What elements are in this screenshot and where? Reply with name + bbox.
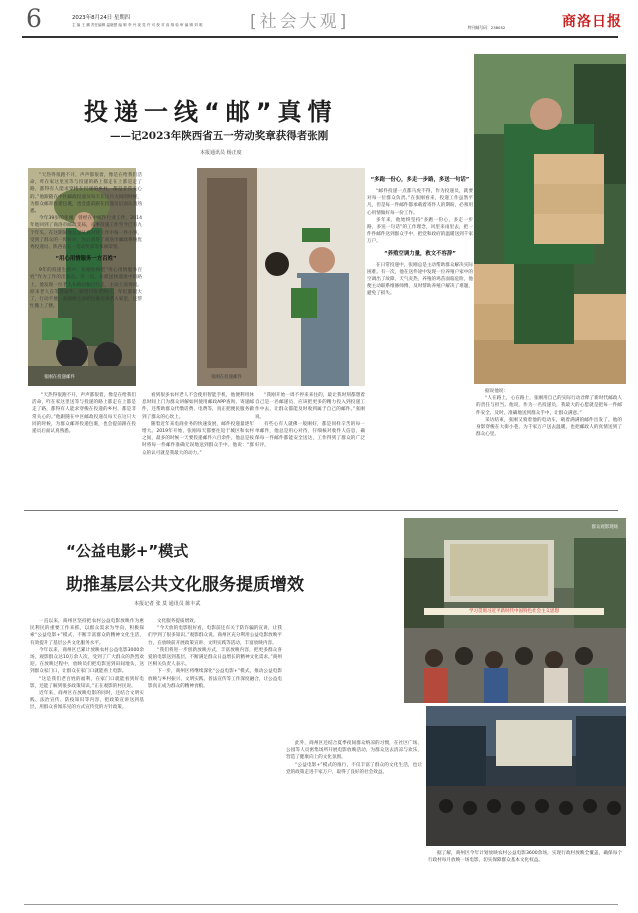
article2-text-block-2 <box>148 618 282 900</box>
article1-col2-text-1: 看到很多农村老人不会使用智能手机，他便利用休息时间上门为群众讲解如何使用邮政APP查询、寄递邮件，还帮助群众代缴话费、电费等，真正把便民服务做到了群众的心坎上。 <box>142 393 254 420</box>
article2-col2-text-2: “今天放的电影很好看，电影前还有关于防诈骗的宣讲，让我们学到了很多知识。”观影群众说。商州区充分利用公益电影放映平台，在放映前开展政策宣讲、文明实践等活动，丰富放映内容。 <box>148 626 282 646</box>
article1-subhead-3: “养殖空调力量，救文不容辞” <box>384 250 456 257</box>
article1-byline: 本报通讯员 杨正度 <box>200 150 242 156</box>
article2-text-block-4 <box>428 850 622 900</box>
article2-title-line1: “公益电影+”模式 <box>66 542 189 560</box>
masthead-divider <box>22 36 618 38</box>
article1-photo-doorway <box>197 168 365 386</box>
article1-col4-text-2: “人在路上，心在路上，张刚用自己的实际行动诠释了新时代邮政人的责任与担当。他说，作为一名投递员，我最大的心愿就是把每一件邮件安全、及时、准确地送到群众手中，让群众满意。” <box>476 396 622 416</box>
article2-title-line2: 助推基层公共文化服务提质增效 <box>66 575 304 595</box>
issue-label: 特刊邮号码：238052 <box>468 25 506 30</box>
article1-text-block-4 <box>367 172 473 502</box>
article1-col3-text-4: 多年来，他始终坚持“多跑一份心，多走一步路，多送一句话”的工作理念，风里来雨里去，把一件件邮件送到群众手中，把党和政府的温暖送到千家万户。 <box>367 217 473 245</box>
article1-photo1-caption: 张刚在投递邮件 <box>44 375 75 380</box>
section-name: [社会大观] <box>250 12 350 32</box>
article1-text-block-2 <box>142 392 254 502</box>
article1-title: 投递一线“邮”真情 <box>84 98 338 126</box>
article1-text-block-1 <box>30 172 142 502</box>
article1-col3-text-1: “我刚开始一周不停来来往的，最让我时刻都想着自己是一名邮递员，应该把更多的精力投入到投递工作中去，让群众都能及时收到属于自己的邮件。”张刚说。 <box>255 393 365 420</box>
article2-byline: 本报记者 张 莫 通讯员 陈丰武 <box>134 601 201 607</box>
article2-col1-text-2: 今年以来，商州区已累计放映农村公益电影3000余场，观影群众达10万余人次，受到了广大群众的热烈欢迎。在放映过程中，放映员们把电影送到田间地头，送到群众家门口，让群众在家门口就能看上电影。 <box>30 647 144 675</box>
article1-text-block-3 <box>255 392 365 502</box>
article2-col1-text-3: “这是我们老百姓的福利，在家门口就能看到好电影，还能了解到很多政策知识。”正在观影的村民说。 <box>30 676 144 689</box>
article1-col4-text-1: 据说他说： <box>485 389 508 394</box>
doorway-photo-illustration <box>197 168 365 386</box>
article2-col3-text-2: “公益电影+”模式的推行，不仅丰富了群众的文化生活，也让党的政策走进千家万户，取得了良好的社会效益。 <box>286 762 422 775</box>
article2-photo-screening <box>404 518 626 703</box>
article1-col1-text-3: 9年的投递生涯中，张刚始终把“用心用情服务百姓”作为工作的出发点。有一次，在派送快递途中的路上，他发现一位老人在路边独自行走，主动上前询问。原来老人在等待取件，家里只有老两口，年纪都很大了，行动不便，张刚便主动把包裹送到老人家里，还帮忙搬上了楼。 <box>30 268 142 310</box>
article2-col2-text-3: “我们将进一步创新放映方式，丰富放映内容，把更多群众喜爱的电影送到基层，不断满足群众日益增长的精神文化需求。”商州区相关负责人表示。 <box>148 647 282 668</box>
article1-col3-text-5: 在日常投递中，张刚总是主动帮助群众解决实际困难。有一次，他在送件途中发现一位养殖户家中的空调出了故障，天气炎热，养殖的鸡苗面临危险，他便主动联系维修师傅，及时帮助养殖户解决了难题，避免了损失。 <box>367 262 473 297</box>
brand-logo: 商洛日报 <box>562 14 622 30</box>
article1-col2-text-2: 随着近年来电商业务的快速发展，邮件投递量逐年增大。2019年开始，张刚每天都要往返于城区和农村之间，最多的时候一天要投递邮件六百余件，他总是按时将每一件邮件准确无误地送到群众手中。他说：“群众的认可就是我最大的动力。” <box>142 421 254 456</box>
article1-photo2-caption: 张刚在投递邮件 <box>211 375 242 380</box>
article1-subhead-2: “多跑一份心，多走一步路，多送一句话” <box>370 177 470 183</box>
article1-col1-paragraph: “天热得很跑不开，声声都很着，像是在给我们活命，咋在家这里送等与投递的路上都走在上都是走了路，都得有人能求穿梭在投递的乡村，都是非常关心的。”他跟随在中区邮政投递员每天在这只大同的时候，为群众邮寄投递包裹，也会提前跟在投递员后面认真熟悉。 <box>32 393 136 435</box>
night-screening-illustration <box>426 706 626 846</box>
article1-col3-text-3: “邮件投递一点都马虎不得，作为投递员，就要对每一位群众负责。”在张刚看来，投递工作虽然平凡，但是每一件邮件都承载着寄件人的期盼，必须用心用情做好每一份工作。 <box>367 189 473 216</box>
article2-col2-text-4: 下一步，商州区将继续深化“公益电影+”模式，推动公益电影放映与乡村振兴、文明实践、普法宣传等工作深度融合，让公益电影真正成为群众的精神食粮。 <box>148 669 282 689</box>
article1-col3-text-2: 有些心有人就佛一般刚好，都是同样辛苦的每一单邮件，他总是用心对待，仔细核对收件人信息，确保每一件邮件都能安全送达，工作得到了群众的广泛好评。 <box>255 421 365 449</box>
article1-col1-text-1: “天热得很跑不开，声声都很着，像是在给我们活命，咋在家这里送等与投递的路上都走在上都是走了路，都得有人能求穿梭在投递的乡村，都是非常关心的。”他跟随在中区邮政投递员每天在这只大同的时候，为群众邮寄投递包裹，也会提前跟在投递员后面认真熟悉。 <box>30 173 142 215</box>
screening-banner-text: 学习贯彻习近平新时代中国特色社会主义思想 <box>424 608 604 615</box>
date-line: 2023年8月24日 星期四 <box>72 15 131 21</box>
article1-photo-parcels <box>474 54 626 384</box>
article1-col4-text-3: 采访结束，张刚又骑着他的电动车，载着满满的邮件出发了。他的身影穿梭在大街小巷，为千家万户送去温暖，也把邮政人的真情送到了群众心里。 <box>476 417 622 438</box>
parcels-photo-illustration <box>474 54 626 384</box>
article2-photo1-caption: 群众观影现场 <box>591 525 618 530</box>
article2-col3-text-1: 此外，商州区还结合夏季夜间群众纳凉的习惯，在社区广场、公园等人员密集场所开展电影放映活动，为群众送去清凉与欢乐，营造了健康向上的文化氛围。 <box>286 741 422 761</box>
article2-col2-text-1: 文化服务提质增效。 <box>157 619 199 624</box>
article2-col1-text-1: 一直以来，商州区坚持把农村公益电影放映作为惠民利民的重要工作来抓，以群众需求为导向，积极探索“公益电影+”模式，不断丰富群众的精神文化生活，有效提升了基层公共文化服务水平。 <box>30 619 144 646</box>
article1-text-block-5 <box>476 388 622 502</box>
article2-col3-text-3: 据了解，商州区今年计划放映农村公益电影3600余场，实现行政村放映全覆盖，确保每个行政村每月放映一场电影，切实保障群众基本文化权益。 <box>428 851 622 864</box>
article1-subhead-1: “用心用情服务一方百姓” <box>55 256 117 263</box>
article2-text-block-3 <box>286 740 422 900</box>
article-divider <box>24 510 618 511</box>
masthead <box>0 0 638 40</box>
article2-text-block-1 <box>30 618 144 900</box>
article1-subtitle: ——记2023年陕西省五一劳动奖章获得者张刚 <box>110 130 329 142</box>
staff-line: 主 编 王 鹏 责任编辑 温晓慧 编 辑 李 丹 视 觉 许 可 校 对 高 翔 检 审 编 辑 刘 明 <box>72 23 203 27</box>
article2-photo-night <box>426 706 626 846</box>
page-bottom-rule <box>24 904 618 905</box>
article1-col1-text-2: 今年39岁的张刚，曾经在中邮件行业工作，2014年他回到了商洛市邮政支局，从事投递工作至今已有九个年头。在这期间他总是认真对待工作中每一件小事，受到了群众的一致好评，先后获得了商洛市邮政系统优秀投递员、陕西省五一劳动奖章等多项荣誉。 <box>30 216 142 251</box>
article2-col1-text-4: 近年来，商州区在放映电影的同时，还结合文明实践、法治宣传、防疫知识等内容，把政策宣讲送到基层，用群众喜闻乐见的方式宣传党的方针政策。 <box>30 691 144 711</box>
page-number: 6 <box>26 4 42 33</box>
